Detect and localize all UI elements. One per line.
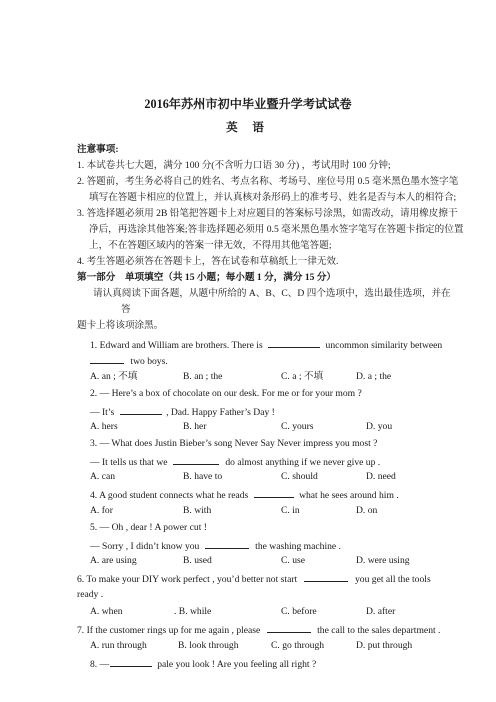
- question-text: the call to the sales department .: [317, 625, 441, 636]
- option-d: D. need: [366, 471, 396, 482]
- notice-item: 净后，再选涂其他答案;答非选择题必须用 0.5 毫米黑色墨水签字笔写在答题卡指定的位置: [89, 224, 464, 235]
- subject-title: 英 语: [226, 122, 270, 134]
- question-text: 4. A good student connects what he reads: [90, 490, 249, 501]
- option-c: C. should: [281, 471, 318, 482]
- notice-heading: 注意事项:: [77, 144, 119, 155]
- question-1-cont: [90, 354, 168, 368]
- question-text: 8. —: [90, 659, 110, 670]
- option-d: D. you: [366, 421, 393, 432]
- question-text: 1. Edward and William are brothers. There is: [90, 340, 263, 351]
- question-text: 6. To make your DIY work perfect , you’d better not start: [77, 574, 298, 585]
- question-6-cont: ready .: [77, 589, 104, 600]
- question-text: — It’s: [90, 407, 115, 418]
- question-text: uncommon similarity between: [325, 340, 443, 351]
- answer-blank: [267, 623, 311, 633]
- notice-item: 3. 答选择题必须用 2B 铅笔把答题卡上对应题目的答案标号涂黑，如需改动，请用橡皮擦干: [77, 208, 458, 219]
- part1-instruction: 题卡上将该项涂黑。: [77, 320, 164, 331]
- option-d: D. on: [356, 505, 378, 516]
- answer-blank: [173, 455, 219, 465]
- notice-item: 填写在答题卡相应的位置上，并认真核对条形码上的准考号、姓名是否与本人的相符合;: [89, 192, 457, 203]
- option-b: B. with: [183, 505, 212, 516]
- notice-item: 4. 考生答题必须答在答题卡上，答在试卷和草稿纸上一律无效.: [77, 256, 339, 267]
- option-d: D. were using: [356, 555, 410, 566]
- question-6: [77, 572, 431, 586]
- option-a: A. run through: [90, 640, 147, 651]
- question-2-cont: [90, 405, 275, 419]
- option-d: D. put through: [356, 640, 413, 651]
- question-2: 2. — Here’s a box of chocolate on our desk. For me or for your mom ?: [90, 388, 362, 399]
- answer-blank: [110, 657, 152, 667]
- option-a: A. for: [90, 505, 113, 516]
- answer-blank: [254, 488, 294, 498]
- exam-title: 2016年苏州市初中毕业暨升学考试试卷: [144, 97, 352, 111]
- option-c: C. in: [281, 505, 300, 516]
- option-c: C. yours: [281, 421, 314, 432]
- option-b: B. an ; the: [183, 371, 223, 382]
- answer-blank: [90, 354, 124, 364]
- question-text: what he sees around him .: [299, 490, 399, 501]
- option-b: B. have to: [183, 471, 223, 482]
- question-text: the washing machine .: [255, 541, 341, 552]
- option-b: B. her: [183, 421, 207, 432]
- question-7: [77, 623, 440, 637]
- question-text: pale you look ! Are you feeling all right ?: [157, 659, 317, 670]
- option-a: A. hers: [90, 421, 118, 432]
- question-text: — Sorry , I didn’t know you: [90, 541, 200, 552]
- question-text: — It tells us that we: [90, 457, 168, 468]
- answer-blank: [268, 338, 320, 348]
- answer-blank: [205, 539, 249, 549]
- question-text: you get all the tools: [355, 574, 431, 585]
- option-b: . B. while: [174, 606, 212, 617]
- question-text: two boys.: [130, 356, 168, 367]
- part1-instruction: 请认真阅读下面各题，从题中所给的 A、B、C、D 四个选项中，选出最佳选项，并在: [93, 288, 451, 299]
- notice-item: 2. 答题前，考生务必将自己的姓名、考点名称、考场号、座位号用 0.5 毫米黑色墨水签字笔: [77, 176, 459, 187]
- option-c: C. a ; 不填: [281, 371, 324, 382]
- question-8: [90, 657, 316, 671]
- notice-item: 上，不在答题区域内的答案一律无效，不得用其他笔答题;: [89, 240, 332, 251]
- question-5: 5. — Oh , dear ! A power cut !: [90, 522, 207, 533]
- question-1: [90, 338, 442, 352]
- option-d: D. a ; the: [356, 371, 392, 382]
- question-3-cont: [90, 455, 380, 469]
- question-text: do almost anything if we never give up .: [225, 457, 381, 468]
- part1-heading: 第一部分 单项填空（共 15 小题；每小题 1 分，满分 15 分）: [77, 272, 337, 283]
- question-text: , Dad. Happy Father’s Day !: [166, 407, 275, 418]
- option-b: B. look through: [178, 640, 239, 651]
- option-a: A. are using: [90, 555, 137, 566]
- part1-instruction: 答: [121, 304, 131, 315]
- answer-blank: [304, 572, 348, 582]
- option-c: C. before: [281, 606, 317, 617]
- question-5-cont: [90, 539, 341, 553]
- option-c: C. go through: [271, 640, 325, 651]
- option-a: A. can: [90, 471, 116, 482]
- question-4: [90, 488, 399, 502]
- option-c: C. use: [281, 555, 305, 566]
- option-b: B. used: [183, 555, 212, 566]
- notice-item: 1. 本试卷共七大题，满分 100 分(不含听力口语 30 分) ，考试用时 100 分钟;: [77, 160, 391, 171]
- option-a: A. when: [90, 606, 123, 617]
- option-a: A. an ; 不填: [90, 371, 138, 382]
- question-3: 3. — What does Justin Bieber’s song Never Say Never impress you most ?: [90, 438, 378, 449]
- question-text: 7. If the customer rings up for me again , please: [77, 625, 261, 636]
- option-d: D. after: [366, 606, 396, 617]
- answer-blank: [120, 405, 162, 415]
